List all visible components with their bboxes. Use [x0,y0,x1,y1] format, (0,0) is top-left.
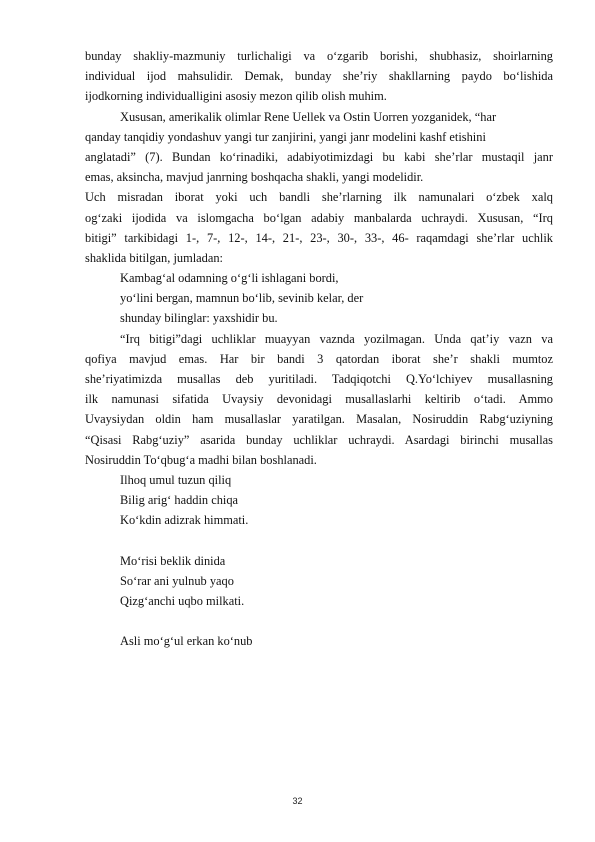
text-line: anglatadi” (7). Bundan ko‘rinadiki, adabiyotimizdagi bu kabi she’rlar mustaqil janr [85,149,553,164]
text-line: Xususan, amerikalik olimlar Rene Uellek va Ostin Uorren yozganidek, “har [120,109,497,124]
text-line: bunday shakliy-mazmuniy turlichaligi va o‘zgarib borishi, shubhasiz, shoirlarning [85,49,553,63]
text-line: Uvaysiydan oldin ham musallaslar yaratilgan. Masalan, Nosiruddin Rabg‘uziyning [85,412,553,427]
text-line: Uch misradan iborat yoki uch bandli she’rlarning ilk namunalari o‘zbek xalq [85,190,553,205]
text-line: she’riyatimizda musallas deb yuritiladi. Tadqiqotchi Q.Yo‘lchiyev musallasning [85,372,553,386]
text-line: Bilig arig‘ haddin chiqa [120,493,239,508]
text-line: qanday tanqidiy yondashuv yangi tur zanjirini, yangi janr modelini kashf etishini [85,129,486,144]
blank-line [85,611,553,631]
text-line: ijodkorning individualligini asosiy mezon qilib olish muhim. [85,89,387,104]
text-line: “Irq bitigi”dagi uchliklar muayyan vaznda yozilmagan. Unda qat’iy vazn va [120,331,553,346]
text-line: Asli mo‘g‘ul erkan ko‘nub [120,634,253,649]
text-line: ilk namunasi sifatida Uvaysiy devonidagi musallaslarhi keltirib o‘tadi. Ammo [85,392,553,407]
text-line: Ilhoq umul tuzun qiliq [120,472,232,487]
text-line: shunday bilinglar: yaxshidir bu. [120,311,278,326]
text-line: “Qisasi Rabg‘uziy” asarida bunday uchliklar uchraydi. Asardagi birinchi musallas [85,432,553,447]
text-line: yo‘lini bergan, mamnun bo‘lib, sevinib kelar, der [120,291,364,306]
text-line: Kambag‘al odamning o‘g‘li ishlagani bordi, [120,271,339,286]
text-line: So‘rar ani yulnub yaqo [120,573,234,588]
text-line: og‘zaki ijodida va islomgacha bo‘lgan adabiy manbalarda uchraydi. Xususan, “Irq [85,210,553,225]
text-line: qofiya mavjud emas. Har bir bandi 3 qatordan iborat she’r shakli mumtoz [85,351,553,366]
text-line: shaklida bitilgan, jumladan: [85,250,223,265]
text-line: Qizg‘anchi uqbo milkati. [120,594,245,609]
text-line: Mo‘risi beklik dinida [120,553,226,568]
text-line: emas, aksincha, mavjud janrning boshqacha shakli, yangi modelidir. [85,170,424,185]
document-body [85,46,553,652]
blank-line [85,531,553,551]
text-line: Nosiruddin To‘qbug‘a madhi bilan boshlanadi. [85,452,317,467]
text-line: individual ijod mahsulidir. Demak, bunday she’riy shakllarning paydo bo‘lishida [85,69,553,84]
page-number: 32 [292,796,303,806]
text-line: Ko‘kdin adizrak himmati. [120,513,249,528]
text-line: bitigi” tarkibidagi 1-, 7-, 12-, 14-, 21-, 23-, 30-, 33-, 46- raqamdagi she’rlar uchlik [85,230,553,245]
